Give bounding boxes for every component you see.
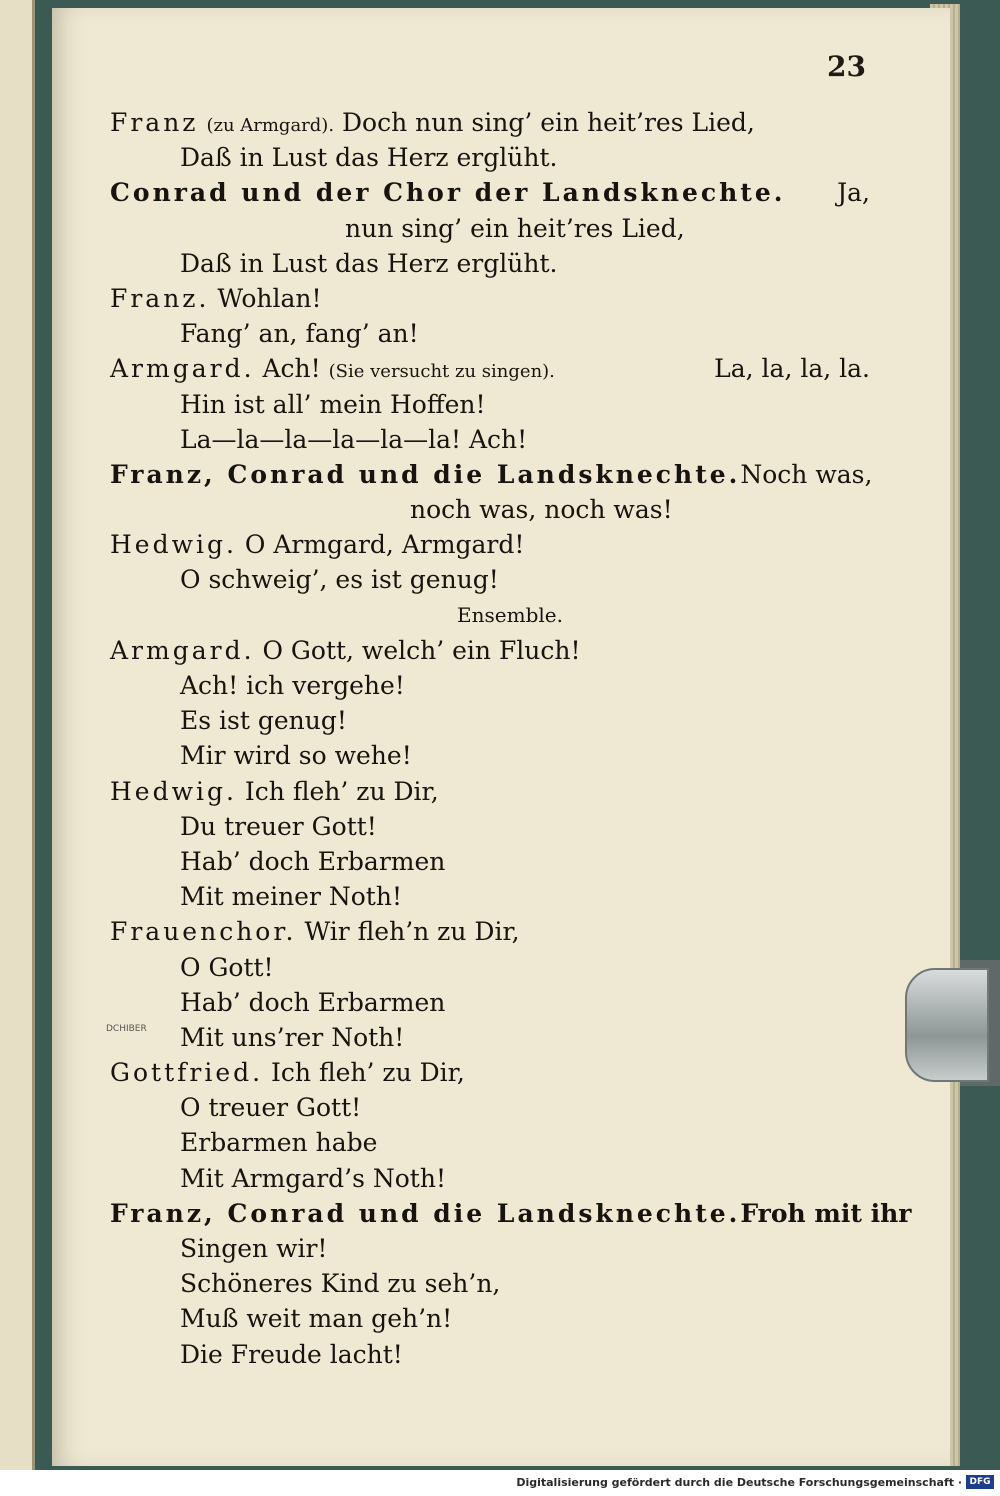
text-line: [110, 175, 870, 210]
text-line: La—la—la—la—la—la! Ach!: [180, 424, 528, 454]
speaker-name: Armgard.: [110, 635, 255, 665]
text-line: O Gott!: [180, 952, 274, 982]
text-line: O schweig’, es ist genug!: [180, 565, 499, 595]
speaker-name: Frauenchor.: [110, 917, 297, 947]
text-line: Es ist genug!: [180, 706, 347, 736]
text-line: [110, 633, 870, 668]
libretto-text: [110, 105, 912, 1372]
text-line: Mit uns’rer Noth!: [180, 1022, 405, 1052]
sung-text: Noch was,: [740, 459, 873, 489]
speaker-name: Franz: [110, 108, 199, 137]
text-line: noch was, noch was!: [410, 495, 673, 525]
metal-clip: [905, 968, 989, 1082]
text-line: O treuer Gott!: [180, 1093, 362, 1123]
text-line: Erbarmen habe: [180, 1128, 378, 1158]
text-line: [110, 1055, 870, 1090]
speaker-name: Hedwig.: [110, 530, 237, 560]
text-line: Fang’ an, fang’ an!: [180, 319, 419, 349]
sung-text: La, la, la, la.: [714, 354, 870, 384]
text-line: [110, 774, 870, 809]
sung-text: Wir fleh’n zu Dir,: [304, 917, 520, 947]
stage-direction: (zu Armgard).: [206, 115, 335, 136]
sung-text: Doch nun sing’ ein heit’res Lied,: [342, 108, 755, 137]
sung-text: Froh mit ihr: [740, 1198, 912, 1228]
text-line: Daß in Lust das Herz erglüht.: [180, 143, 558, 173]
sung-text: Wohlan!: [217, 283, 322, 313]
speaker-name: Conrad und der Chor der Landsknechte.: [110, 178, 786, 208]
sung-text: Ach!: [262, 354, 321, 384]
stamp-mark: DCHIBER: [106, 1024, 147, 1034]
text-line: Ach! ich vergehe!: [180, 671, 405, 700]
stage-direction: (Sie versucht zu singen).: [328, 361, 555, 383]
speaker-name: Franz, Conrad und die Landsknechte.: [110, 459, 741, 489]
text-line: Daß in Lust das Herz erglüht.: [180, 248, 558, 278]
text-line: Mit Armgard’s Noth!: [180, 1163, 447, 1193]
text-line: [110, 914, 870, 949]
text-line: Du treuer Gott!: [180, 811, 377, 841]
text-line: Hin ist all’ mein Hoffen!: [180, 389, 486, 419]
text-line: [110, 105, 870, 140]
text-line: nun sing’ ein heit’res Lied,: [345, 213, 685, 243]
speaker-name: Franz, Conrad und die Landsknechte.: [110, 1198, 741, 1228]
text-line: [110, 527, 870, 562]
text-line: [110, 1196, 912, 1231]
sung-text: O Armgard, Armgard!: [244, 530, 525, 560]
page-number: 23: [827, 50, 866, 83]
speaker-name: Hedwig.: [110, 776, 237, 806]
text-line: Hab’ doch Erbarmen: [180, 987, 446, 1017]
text-line: Hab’ doch Erbarmen: [180, 846, 446, 876]
sung-text: Ich fleh’ zu Dir,: [271, 1058, 465, 1088]
text-line: Schöneres Kind zu seh’n,: [180, 1269, 501, 1299]
text-line: Die Freude lacht!: [180, 1339, 403, 1369]
funding-credit: Digitalisierung gefördert durch die Deutsche Forschungsgemeinschaft ·: [516, 1476, 962, 1489]
section-heading: Ensemble.: [457, 602, 563, 627]
footer-bar: [0, 1470, 1000, 1496]
text-line: Mit meiner Noth!: [180, 882, 402, 912]
text-line: Singen wir!: [180, 1234, 328, 1263]
text-line: Muß weit man geh’n!: [180, 1304, 453, 1334]
speaker-name: Franz.: [110, 283, 210, 313]
sung-text: Ich fleh’ zu Dir,: [244, 776, 439, 806]
sung-text: O Gott, welch’ ein Fluch!: [262, 635, 581, 665]
speaker-name: Armgard.: [110, 354, 255, 384]
previous-page-edge: [0, 0, 35, 1470]
sung-text: Ja,: [837, 178, 870, 208]
text-line: [110, 281, 870, 316]
text-line: [110, 351, 870, 386]
text-line: [110, 457, 873, 492]
text-line: Mir wird so wehe!: [180, 741, 412, 771]
dfg-logo-icon: DFG: [966, 1475, 994, 1489]
speaker-name: Gottfried.: [110, 1058, 264, 1088]
